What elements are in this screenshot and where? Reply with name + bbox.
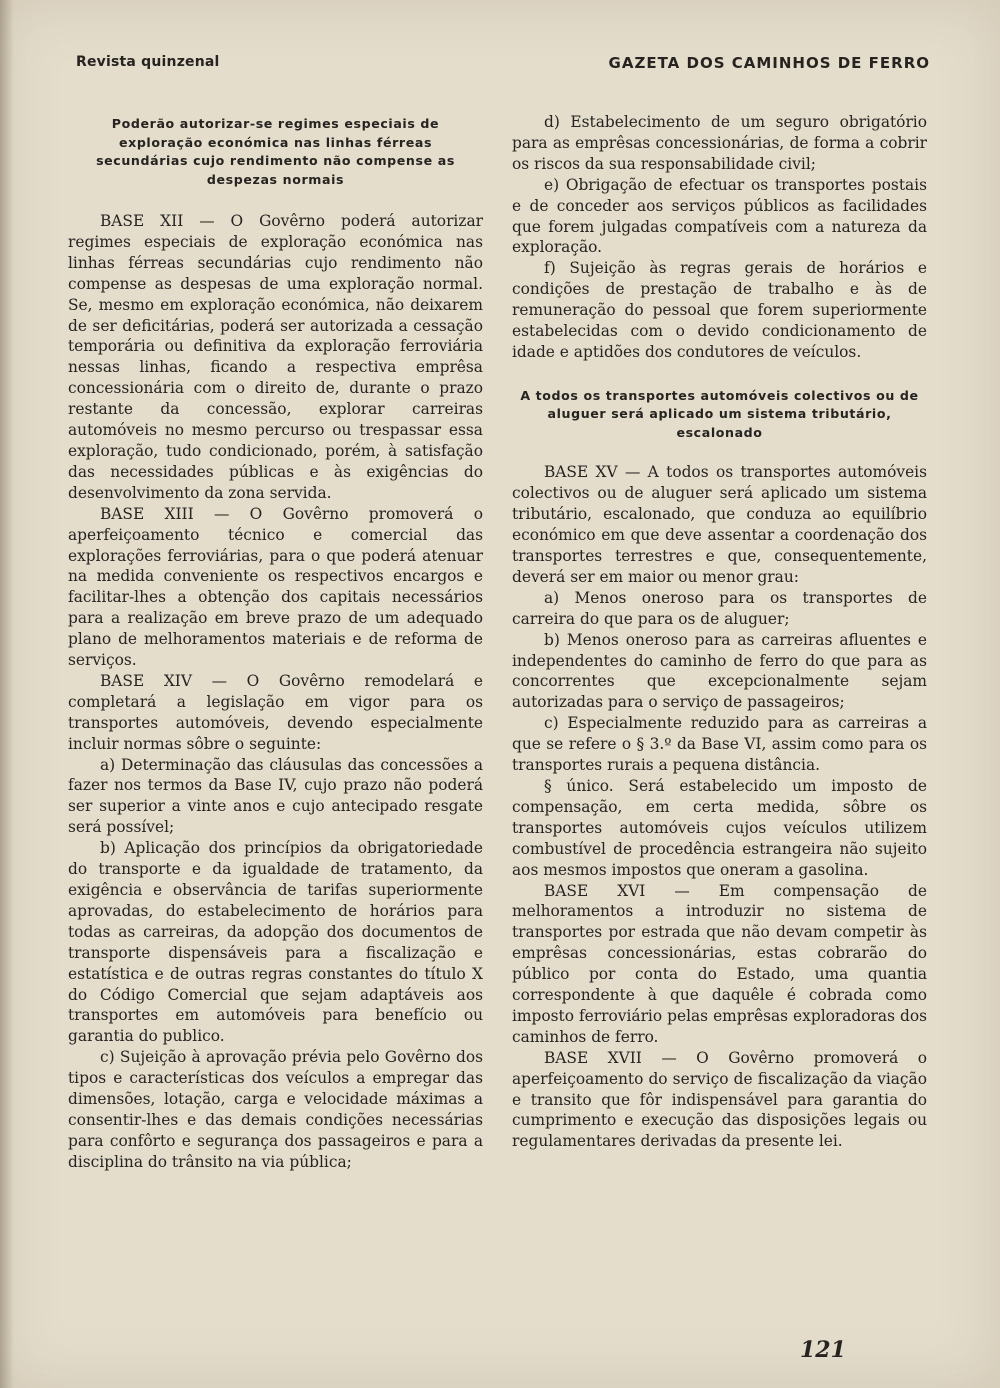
paragraph-base-xiv-e: e) Obrigação de efectuar os transportes postais e de conceder aos serviços públicos as facilidades que forem julgadas compatíveis com a natureza da exploração. [512, 175, 927, 257]
paragraph-base-xiv-c: c) Sujeição à aprovação prévia pelo Govêrno dos tipos e características dos veículos a empregar das dimensões, lotação, carga e velocidade máximas a consentir-lhes e das demais condições necessárias para confôrto e segurança dos passageiros e para a disciplina do trânsito na via pública; [68, 1048, 483, 1171]
header-publication-frequency: Revista quinzenal [76, 54, 220, 70]
paragraph-base-xiv-f: f) Sujeição às regras gerais de horários e condições de prestação de trabalho e às de remuneração do pessoal que forem superiormente estabelecidas com o devido condicionamento de idade e aptidões dos condutores de veículos. [512, 259, 927, 361]
paragraph-base-xvi: BASE XVI — Em compensação de melhoramentos a introduzir no sistema de transportes por estrada que não devam competir às emprêsas concessionárias, estas cobrarão do público por conta do Estado, uma quantia correspondente à que daquêle é cobrada como imposto ferroviário pelas emprêsas exploradoras dos caminhos de ferro. [512, 881, 927, 1046]
paragraph-base-xiii: BASE XIII — O Govêrno promoverá o aperfeiçoamento técnico e comercial das explorações ferroviárias, para o que poderá atenuar na medida conveniente os respectivos encargos e facilitar-lhes a obtenção dos capitais necessários para a realização em breve prazo de um adequado plano de melhoramentos materiais e de reforma de serviços. [68, 504, 483, 670]
paragraph-base-xii: BASE XII — O Govêrno poderá autorizar regimes especiais de exploração económica nas linhas férreas secundárias cujo rendimento não compense as despesas de uma exploração normal. Se, mesmo em exploração económica, não deixarem de ser deficitárias, poderá ser autorizada a cessação temporária ou definitiva da exploração ferroviária nessas linhas, ficando a respectiva emprêsa concessionária com o direito de, durante o prazo restante da concessão, explorar carreiras automóveis no mesmo percurso ou trespassar essa exploração, tudo condicionado, porém, à satisfação das necessidades públicas e às exigências do desenvolvimento da zona servida. [68, 212, 483, 502]
paragraph-base-xiv-d: d) Estabelecimento de um seguro obrigatório para as emprêsas concessionárias, de forma a cobrir os riscos da sua responsabilidade civil; [512, 113, 927, 173]
right-column [512, 112, 927, 1152]
section-heading-tax-system: A todos os transportes automóveis colectivos ou de aluguer será aplicado um sistema tributário, escalonado [520, 387, 919, 440]
header-publication-title: GAZETA DOS CAMINHOS DE FERRO [608, 54, 930, 72]
paragraph-base-xv-unico: § único. Será estabelecido um imposto de compensação, em certa medida, sôbre os transportes automóveis cujos veículos utilizem combustível de procedência estrangeira não sujeito aos mesmos impostos que oneram a gasolina. [512, 776, 927, 879]
paragraph-base-xv-b: b) Menos oneroso para as carreiras afluentes e independentes do caminho de ferro do que para as concorrentes que excepcionalmente sejam autorizadas para o serviço de passageiros; [512, 630, 927, 712]
page-number: 121 [800, 1337, 846, 1363]
paragraph-base-xv-a: a) Menos oneroso para os transportes de carreira do que para os de aluguer; [512, 588, 927, 628]
paragraph-base-xiv-b: b) Aplicação dos princípios da obrigatoriedade do transporte e da igualdade de tratamento, da exigência e observância de tarifas superiormente aprovadas, do estabelecimento de horários para todas as carreiras, da adopção dos documentos de transporte dispensáveis para a fiscalização e estatística e de outras regras constantes do título X do Código Comercial que sejam adaptáveis aos transportes em automóveis para benefício ou garantia do publico. [68, 839, 483, 1046]
paragraph-base-xvii: BASE XVII — O Govêrno promoverá o aperfeiçoamento do serviço de fiscalização da viação e transito que fôr indispensável para garantia do cumprimento e execução das disposições legais ou regulamentares derivadas da presente lei. [512, 1048, 927, 1151]
paragraph-base-xv: BASE XV — A todos os transportes automóveis colectivos ou de aluguer será aplicado um sistema tributário, escalonado, que conduza ao equilíbrio económico em que deve assentar a coordenação dos transportes terrestres e que, consequentemente, deverá ser em maior ou menor grau: [512, 463, 927, 586]
paragraph-base-xiv: BASE XIV — O Govêrno remodelará e completará a legislação em vigor para os transportes automóveis, devendo especialmente incluir normas sôbre o seguinte: [68, 671, 483, 753]
section-heading-special-regimes: Poderão autorizar-se regimes especiais de exploração económica nas linhas férreas secundárias cujo rendimento não compense as despezas normais [96, 116, 455, 187]
left-column [68, 112, 483, 1173]
paragraph-base-xiv-a: a) Determinação das cláusulas das concessões a fazer nos termos da Base IV, cujo prazo não poderá ser superior a vinte anos e cujo antecipado resgate será possível; [68, 755, 483, 837]
paragraph-base-xv-c: c) Especialmente reduzido para as carreiras a que se refere o § 3.º da Base VI, assim como para os transportes rurais a pequena distância. [512, 714, 927, 775]
